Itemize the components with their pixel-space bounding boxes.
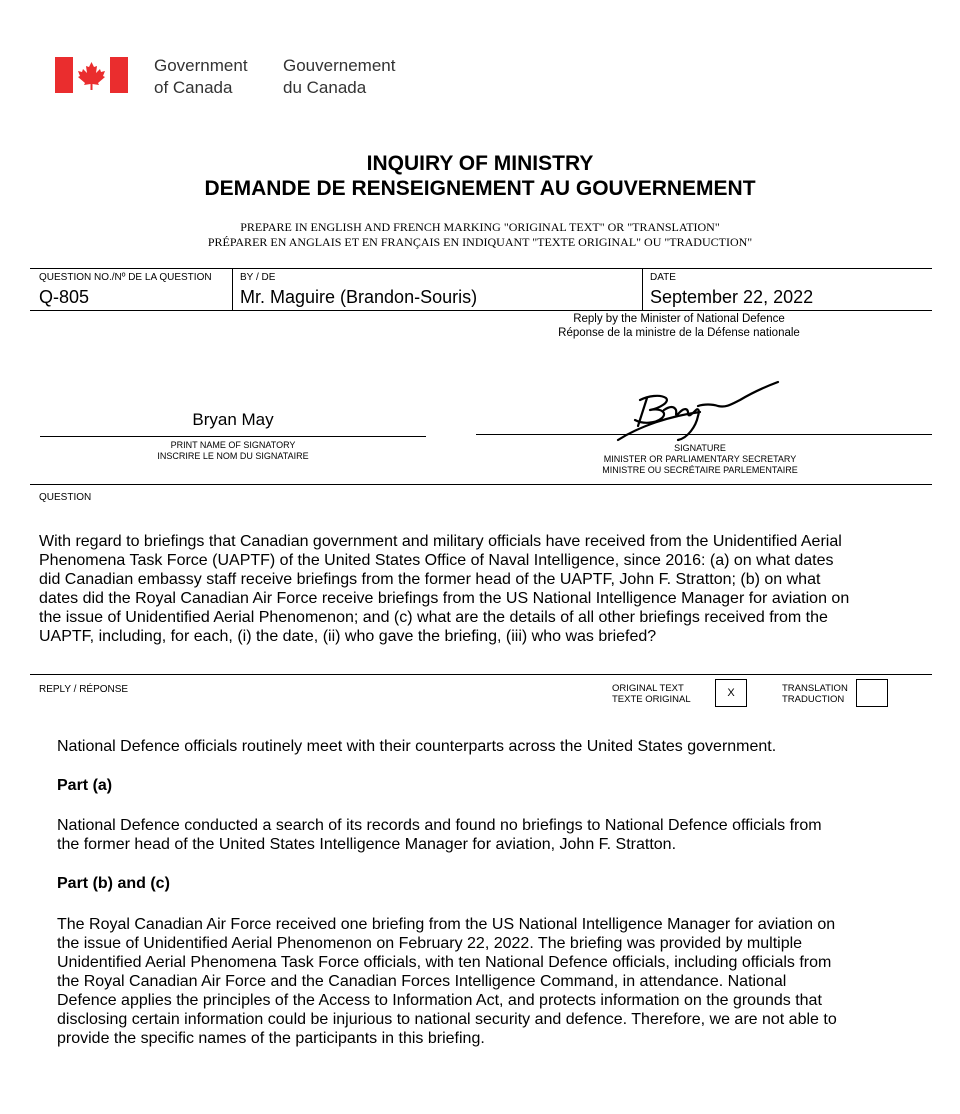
part-bc-line: Defence applies the principles of the Access to Information Act, and protects information on the grounds that [57,992,822,1009]
original-text-label [612,683,691,705]
by-label: BY / DE [240,272,276,283]
reply-label: REPLY / RÉPONSE [39,684,129,695]
signature-label: SIGNATURE [674,443,726,453]
reply-by [500,312,858,340]
gov-en-line2: of Canada [154,78,233,97]
translation-label [782,683,848,705]
question-line: UAPTF, including, for each, (i) the date, (ii) who gave the briefing, (iii) who was briefed? [39,628,657,645]
question-line: With regard to briefings that Canadian government and military officials have received from the Unidentified Aerial [39,533,842,550]
government-of-canada-en [154,55,248,99]
divider-reply [30,674,932,675]
question-line: did Canadian embassy staff receive briefings from the former head of the UAPTF, John F. Stratton; (b) on what [39,571,821,588]
reply-by-fr: Réponse de la ministre de la Défense nationale [558,327,800,339]
signatory-role-fr: MINISTRE OU SECRÉTAIRE PARLEMENTAIRE [602,465,798,475]
question-text [39,532,939,646]
part-bc-line: the issue of Unidentified Aerial Phenomenon on February 22, 2022. The briefing was provided by multiple [57,935,803,952]
print-name-label [40,440,426,462]
title-fr: DEMANDE DE RENSEIGNEMENT AU GOUVERNEMENT [204,177,756,200]
divider-col2 [642,268,643,310]
translation-label-fr: TRADUCTION [782,694,845,705]
divider-col1 [232,268,233,310]
part-a-line: the former head of the United States Intelligence Manager for aviation, John F. Stratton. [57,836,677,853]
signatory-name: Bryan May [192,410,274,429]
divider-question [30,484,932,485]
print-name-label-en: PRINT NAME OF SIGNATORY [170,440,296,450]
reply-intro: National Defence officials routinely meet with their counterparts across the United States government. [57,738,777,755]
part-a-heading: Part (a) [57,777,113,794]
gov-fr-line2: du Canada [283,78,367,97]
part-a-text [57,816,937,854]
question-date: September 22, 2022 [650,287,814,307]
divider-info-bottom [30,310,932,311]
date-label: DATE [650,272,676,283]
translation-checkbox[interactable] [856,679,888,707]
part-bc-heading: Part (b) and (c) [57,875,170,892]
original-text-label-en: ORIGINAL TEXT [612,683,684,694]
government-of-canada-fr [283,55,395,99]
canada-flag-icon [55,57,128,93]
question-line: dates did the Royal Canadian Air Force receive briefings from the US National Intelligence Manager for aviation on [39,590,850,607]
signature-label-block [560,443,840,476]
question-number-label: QUESTION NO./Nº DE LA QUESTION [39,272,212,283]
question-label: QUESTION [39,492,92,503]
part-bc-text [57,915,937,1048]
title-en: INQUIRY OF MINISTRY [366,152,594,175]
print-name-label-fr: INSCRIRE LE NOM DU SIGNATAIRE [157,451,309,461]
divider-top [30,268,932,269]
part-bc-line: provide the specific names of the participants in this briefing. [57,1030,485,1047]
part-bc-line: The Royal Canadian Air Force received one briefing from the US National Intelligence Manager for aviation on [57,916,836,933]
signatory-name-line [40,436,426,437]
translation-label-en: TRANSLATION [782,683,848,694]
handwritten-signature [600,380,785,450]
question-number: Q-805 [39,287,90,307]
question-line: Phenomena Task Force (UAPTF) of the United States Office of Naval Intelligence, since 2016: (a) on what dates [39,552,834,569]
asked-by: Mr. Maguire (Brandon-Souris) [240,287,478,307]
gov-en-line1: Government [154,56,248,75]
question-line: the issue of Unidentified Aerial Phenomenon; and (c) what are the details of all other briefings received from the [39,609,828,626]
part-a-line: National Defence conducted a search of its records and found no briefings to National Defence officials from [57,817,822,834]
part-bc-line: Unidentified Aerial Phenomena Task Force officials, with ten National Defence officials, including officials from [57,954,832,971]
gov-fr-line1: Gouvernement [283,56,396,75]
part-bc-line: the Royal Canadian Air Force and the Canadian Forces Intelligence Command, in attendance. National [57,973,787,990]
reply-by-en: Reply by the Minister of National Defence [573,313,785,325]
original-text-label-fr: TEXTE ORIGINAL [612,694,691,705]
signatory-role-en: MINISTER OR PARLIAMENTARY SECRETARY [603,454,797,464]
instructions-en: PREPARE IN ENGLISH AND FRENCH MARKING "ORIGINAL TEXT" OR "TRANSLATION" [240,220,720,234]
signature-line [476,434,932,435]
original-text-checkbox[interactable]: X [715,679,747,707]
part-bc-line: disclosing certain information could be injurious to national security and defence. Therefore, we are not able to [57,1011,837,1028]
instructions-fr: PRÉPARER EN ANGLAIS ET EN FRANÇAIS EN INDIQUANT "TEXTE ORIGINAL" OU "TRADUCTION" [207,235,753,249]
